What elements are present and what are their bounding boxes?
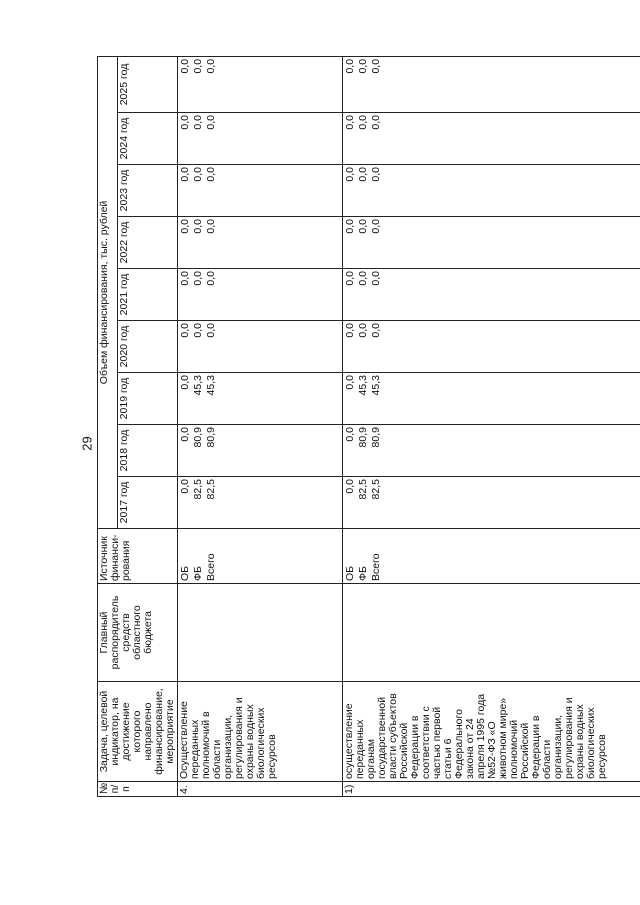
year-values xyxy=(178,269,343,321)
value: 0,0 xyxy=(357,167,370,182)
row-sources xyxy=(343,529,640,584)
value: 0,0 xyxy=(357,58,370,74)
value: 0,0 xyxy=(192,58,205,74)
source-label: ОБ xyxy=(179,565,192,581)
value: 0,0 xyxy=(344,271,357,286)
value: 0,0 xyxy=(370,271,383,286)
value: 0,0 xyxy=(205,271,218,286)
value: 0,0 xyxy=(179,323,192,338)
financing-table xyxy=(97,56,640,797)
value: 0,0 xyxy=(192,323,205,338)
page-number: 29 xyxy=(79,436,95,451)
header-year: 2024 год xyxy=(118,113,178,165)
year-values xyxy=(343,425,640,477)
value: 0,0 xyxy=(192,115,205,130)
value: 0,0 xyxy=(179,167,192,182)
row-task: осуществление переданных органам государственной власти субъектов Российской Федерации в соответствии с частью первой статьи 6 Федерального закона от 24 апреля 1995 года №52-ФЗ «О животном мире» полномочий Российской Федерации в области организации, регулирования и охраны водных биологических ресурсов xyxy=(343,682,640,782)
value: 45,3 xyxy=(370,375,383,396)
value: 0,0 xyxy=(192,271,205,286)
year-values xyxy=(343,165,640,217)
value: 0,0 xyxy=(370,219,383,234)
value: 45,3 xyxy=(192,375,205,396)
value: 80,9 xyxy=(370,427,383,448)
header-source: Источник финанси-рования xyxy=(98,529,178,584)
value: 0,0 xyxy=(357,271,370,286)
header-task: Задача, целевой индикатор, на достижение которого направлено финансирование, мероприятие xyxy=(98,682,178,782)
value: 82,5 xyxy=(192,479,205,500)
row-sources xyxy=(178,529,343,584)
header-year: 2021 год xyxy=(118,269,178,321)
value: 82,5 xyxy=(357,479,370,500)
year-values xyxy=(178,477,343,529)
value: 0,0 xyxy=(344,58,357,74)
header-manager: Главный распорядитель средств областного бюджета xyxy=(98,584,178,682)
header-year: 2017 год xyxy=(118,477,178,529)
header-year: 2020 год xyxy=(118,321,178,373)
source-label: ОБ xyxy=(344,565,357,581)
header-volume: Объем финансирования, тыс. рублей xyxy=(98,56,118,528)
header-year: 2019 год xyxy=(118,373,178,425)
value: 0,0 xyxy=(179,479,192,494)
value: 0,0 xyxy=(344,219,357,234)
header-num: № п/п xyxy=(98,782,178,797)
value: 0,0 xyxy=(205,58,218,74)
row-manager xyxy=(178,584,343,682)
source-label: ФБ xyxy=(192,566,205,581)
value: 0,0 xyxy=(357,219,370,234)
value: 0,0 xyxy=(344,323,357,338)
header-year: 2023 год xyxy=(118,165,178,217)
value: 0,0 xyxy=(179,375,192,390)
table-row xyxy=(178,56,343,796)
year-values xyxy=(343,321,640,373)
row-manager xyxy=(343,584,640,682)
value: 0,0 xyxy=(205,115,218,130)
value: 0,0 xyxy=(344,115,357,130)
value: 0,0 xyxy=(370,167,383,182)
value: 0,0 xyxy=(192,167,205,182)
year-values xyxy=(178,113,343,165)
year-values xyxy=(178,56,343,112)
row-num: 4. xyxy=(178,782,343,797)
row-num: 1) xyxy=(343,782,640,797)
year-values xyxy=(178,373,343,425)
year-values xyxy=(343,113,640,165)
value: 82,5 xyxy=(205,479,218,500)
value: 0,0 xyxy=(192,219,205,234)
year-values xyxy=(343,477,640,529)
value: 45,3 xyxy=(357,375,370,396)
header-year: 2022 год xyxy=(118,217,178,269)
year-values xyxy=(178,425,343,477)
value: 0,0 xyxy=(344,479,357,494)
value: 82,5 xyxy=(370,479,383,500)
year-values xyxy=(178,165,343,217)
value: 0,0 xyxy=(370,115,383,130)
value: 0,0 xyxy=(344,427,357,442)
value: 80,9 xyxy=(192,427,205,448)
row-task: Осуществление переданных полномочий в области организации, регулирования и охраны водных биологических ресурсов xyxy=(178,682,343,782)
value: 0,0 xyxy=(205,167,218,182)
year-values xyxy=(178,321,343,373)
value: 0,0 xyxy=(179,219,192,234)
value: 80,9 xyxy=(205,427,218,448)
value: 45,3 xyxy=(205,375,218,396)
value: 0,0 xyxy=(179,427,192,442)
value: 0,0 xyxy=(357,115,370,130)
value: 0,0 xyxy=(344,167,357,182)
source-label: Всего xyxy=(370,553,383,581)
value: 0,0 xyxy=(370,58,383,74)
value: 0,0 xyxy=(179,58,192,74)
year-values xyxy=(178,217,343,269)
header-year: 2025 год xyxy=(118,56,178,112)
value: 0,0 xyxy=(344,375,357,390)
value: 80,9 xyxy=(357,427,370,448)
table-row xyxy=(343,56,640,796)
value: 0,0 xyxy=(357,323,370,338)
year-values xyxy=(343,269,640,321)
value: 0,0 xyxy=(205,323,218,338)
rotated-table-container xyxy=(97,57,609,797)
source-label: Всего xyxy=(205,553,218,581)
source-label: ФБ xyxy=(357,566,370,581)
value: 0,0 xyxy=(179,115,192,130)
year-values xyxy=(343,217,640,269)
header-year: 2018 год xyxy=(118,425,178,477)
value: 0,0 xyxy=(370,323,383,338)
value: 0,0 xyxy=(179,271,192,286)
year-values xyxy=(343,373,640,425)
value: 0,0 xyxy=(205,219,218,234)
year-values xyxy=(343,56,640,112)
